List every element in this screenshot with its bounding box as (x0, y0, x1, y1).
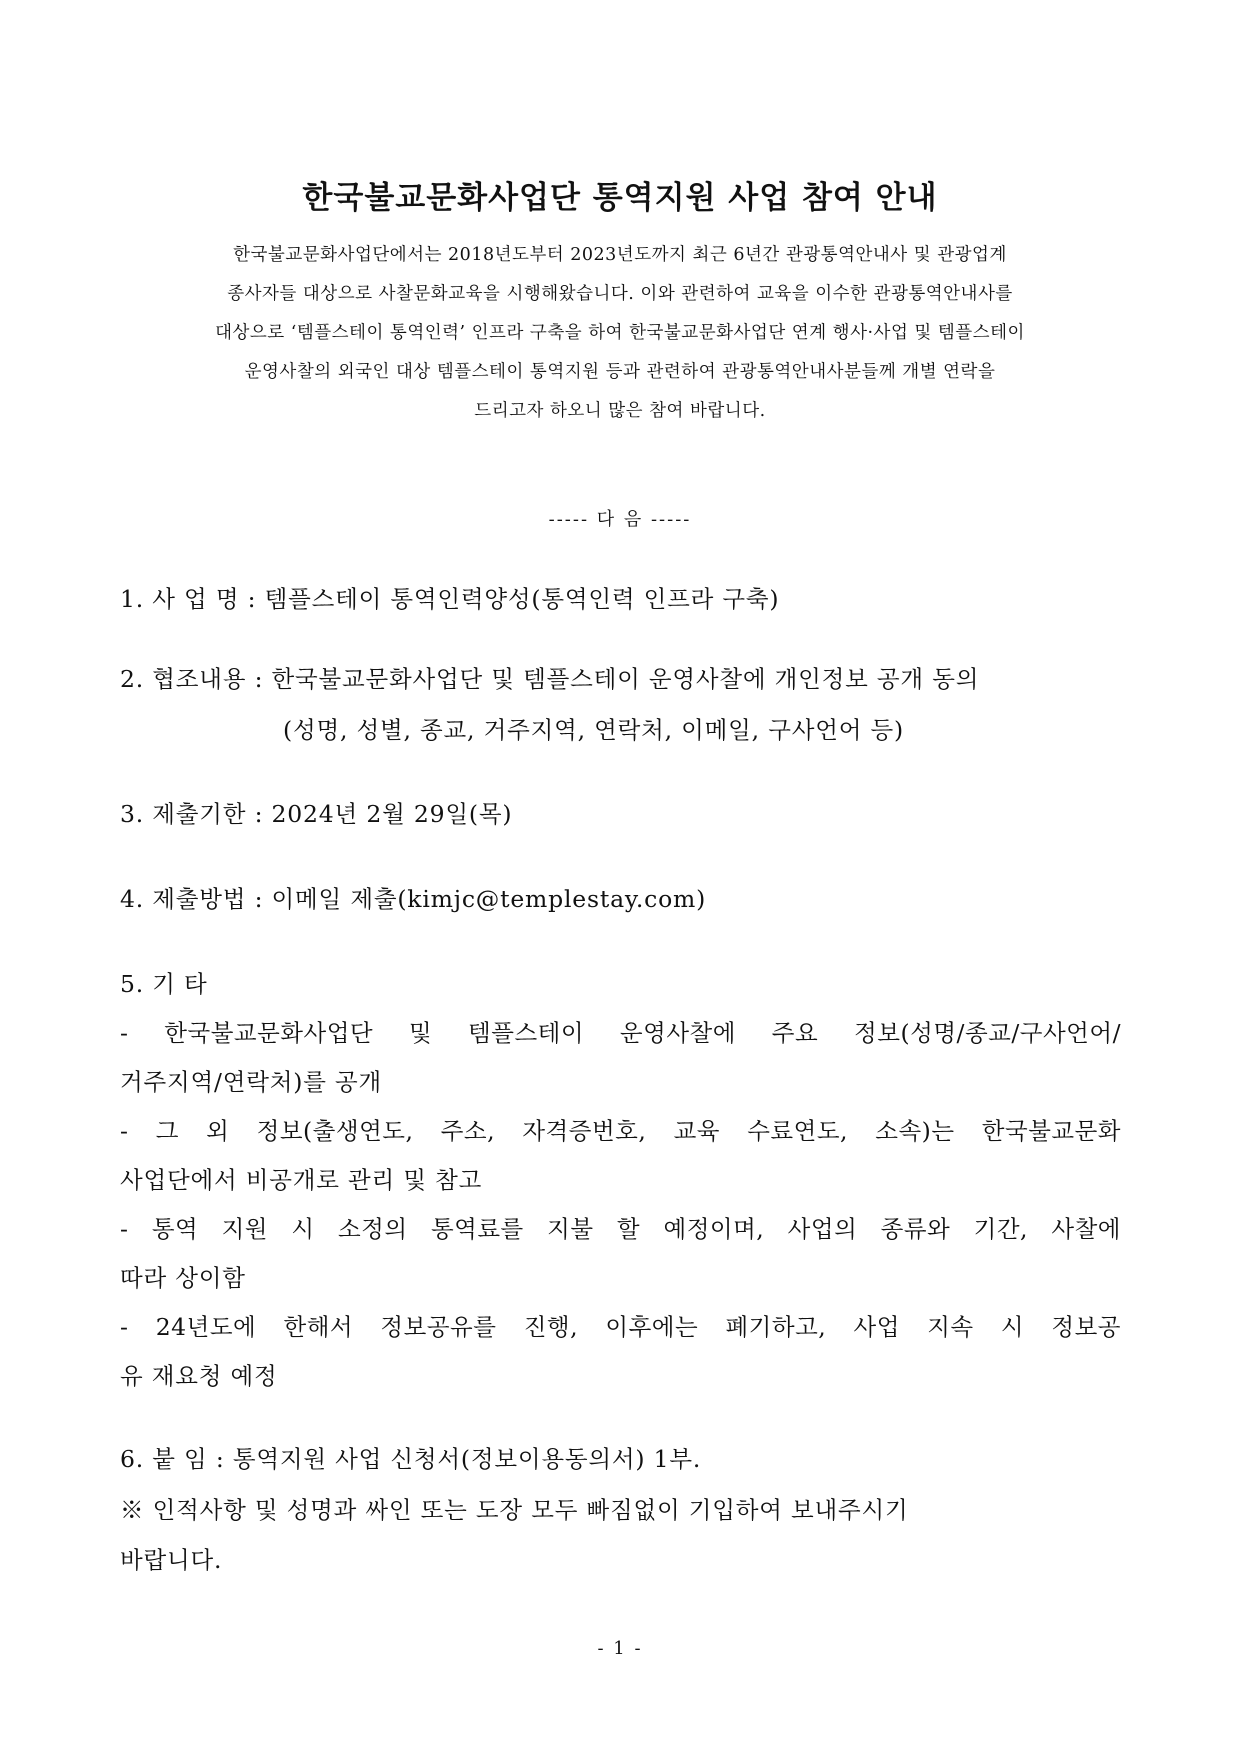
etc-line: 따라 상이함 (120, 1264, 246, 1292)
etc-line: - 24년도에 한해서 정보공유를 진행, 이후에는 폐기하고, 사업 지속 시 정보공 (120, 1313, 1121, 1341)
etc-line: 유 재요청 예정 (120, 1362, 278, 1390)
item-cooperation-details: (성명, 성별, 종교, 거주지역, 연락처, 이메일, 구사언어 등) (283, 716, 904, 744)
item-submission-method: 4. 제출방법 : 이메일 제출(kimjc@templestay.com) (120, 885, 707, 913)
intro-line: 드리고자 하오니 많은 참여 바랍니다. (474, 401, 766, 421)
etc-line: 사업단에서 비공개로 관리 및 참고 (120, 1166, 483, 1194)
intro-line: 한국불교문화사업단에서는 2018년도부터 2023년도까지 최근 6년간 관광통역안내사 및 관광업계 (233, 245, 1007, 265)
etc-line: - 한국불교문화사업단 및 템플스테이 운영사찰에 주요 정보(성명/종교/구사언어/ (120, 1019, 1121, 1047)
intro-line: 종사자들 대상으로 사찰문화교육을 시행해왔습니다. 이와 관련하여 교육을 이수한 관광통역안내사를 (227, 284, 1013, 304)
intro-line: 운영사찰의 외국인 대상 템플스테이 통역지원 등과 관련하여 관광통역안내사분들께 개별 연락을 (244, 362, 996, 382)
etc-line: - 통역 지원 시 소정의 통역료를 지불 할 예정이며, 사업의 종류와 기간, 사찰에 (120, 1215, 1121, 1243)
item-attachment: 6. 붙 임 : 통역지원 사업 신청서(정보이용동의서) 1부. (120, 1445, 702, 1473)
item-deadline: 3. 제출기한 : 2024년 2월 29일(목) (120, 800, 513, 828)
intro-paragraph (110, 236, 1130, 431)
etc-line: - 그 외 정보(출생연도, 주소, 자격증번호, 교육 수료연도, 소속)는 한국불교문화 (120, 1117, 1121, 1145)
item-project-name: 1. 사 업 명 : 템플스테이 통역인력양성(통역인력 인프라 구축) (120, 585, 780, 613)
page-number: - 1 - (597, 1638, 643, 1659)
section-separator: ----- 다 음 ----- (548, 509, 692, 530)
document-title: 한국불교문화사업단 통역지원 사업 참여 안내 (302, 180, 938, 216)
attachment-note-line: 바랍니다. (120, 1546, 223, 1574)
item-etc-heading: 5. 기 타 (120, 970, 208, 998)
item-cooperation: 2. 협조내용 : 한국불교문화사업단 및 템플스테이 운영사찰에 개인정보 공개 동의 (120, 665, 980, 693)
intro-line: 대상으로 ‘템플스테이 통역인력’ 인프라 구축을 하여 한국불교문화사업단 연계 행사·사업 및 템플스테이 (215, 323, 1025, 343)
etc-line: 거주지역/연락처)를 공개 (120, 1068, 382, 1096)
attachment-note-line: ※ 인적사항 및 성명과 싸인 또는 도장 모두 빠짐없이 기입하여 보내주시기 (120, 1496, 909, 1524)
